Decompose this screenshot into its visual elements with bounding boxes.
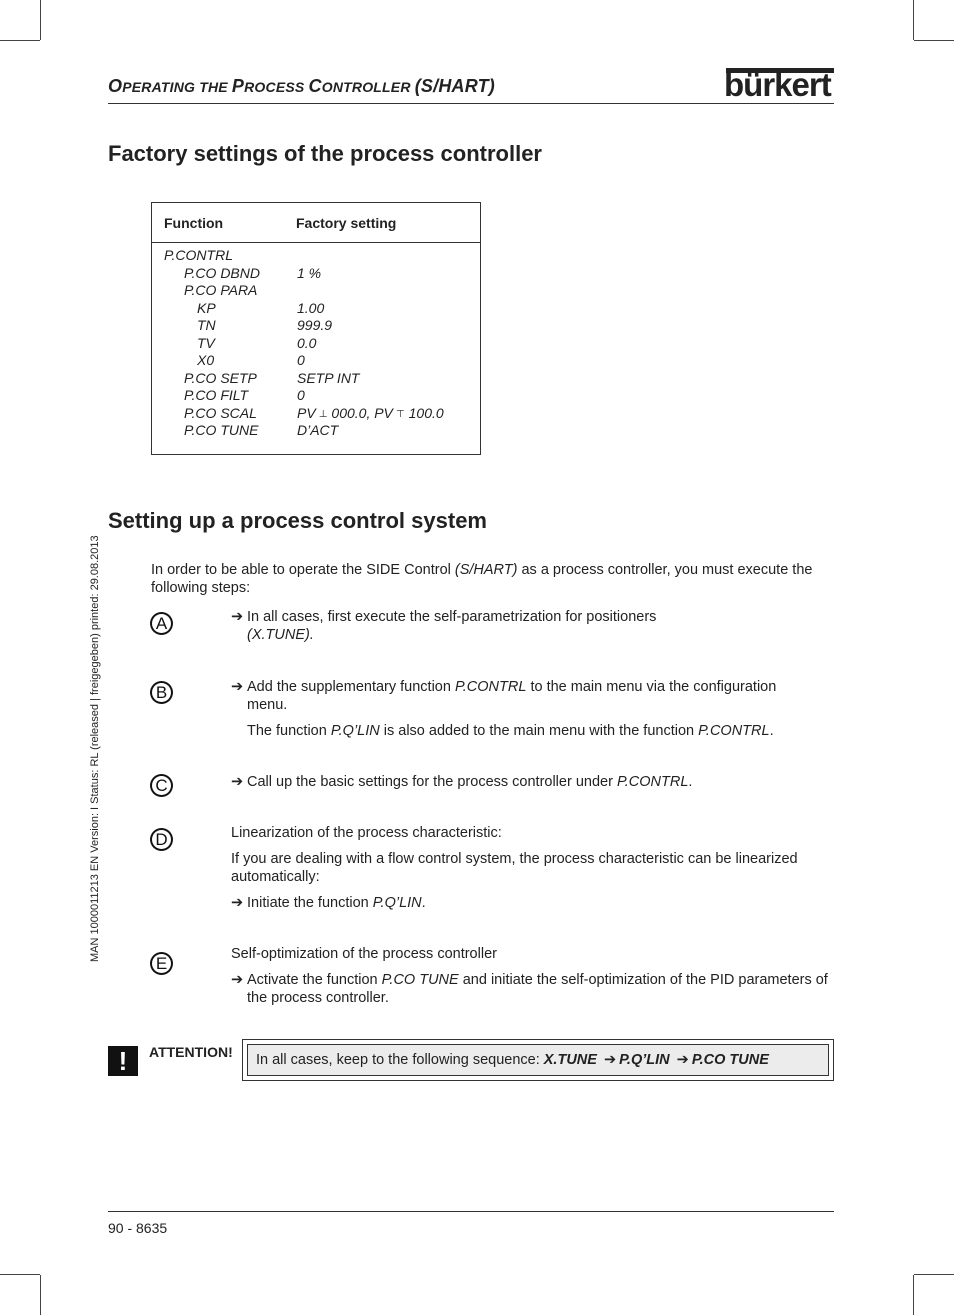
table-cell-function: P.CO PARA	[184, 282, 258, 298]
table-cell-setting: 1.00	[297, 299, 325, 316]
step-letter: D	[152, 830, 171, 849]
header-smallcaps: PERATING THE	[122, 79, 232, 95]
arrow-icon: ➔	[231, 609, 244, 625]
table-row	[152, 265, 480, 283]
step-body: If you are dealing with a flow control system, the process characteristic can be linearized automatically:	[231, 851, 798, 885]
step-text: .	[769, 723, 774, 739]
table-row	[152, 335, 480, 353]
brand-logo: bürkert	[724, 66, 831, 103]
table-cell-function: TV	[197, 334, 215, 351]
attention-box-inner	[247, 1044, 829, 1076]
step-letter: C	[152, 776, 171, 795]
step-italic: P.CO TUNE	[381, 972, 459, 988]
table-cell-setting: 1 %	[297, 264, 322, 281]
step-badge-d	[150, 828, 173, 851]
step-text: The function	[247, 723, 331, 739]
attention-box	[242, 1039, 834, 1081]
step-heading: Self-optimization of the process controller	[231, 946, 497, 962]
sequence-step: P.Q’LIN	[619, 1052, 670, 1068]
step-letter: B	[152, 683, 171, 702]
arrow-icon: ➔	[676, 1052, 689, 1068]
table-row	[152, 370, 480, 388]
crop-mark	[913, 0, 914, 40]
table-row	[152, 300, 480, 318]
step-d-text	[231, 824, 831, 912]
crop-mark	[914, 40, 954, 41]
header-cap: O	[108, 76, 123, 96]
table-cell-setting: D’ACT	[297, 422, 339, 438]
attention-label: ATTENTION!	[149, 1044, 233, 1060]
scale-value: 100.0	[408, 404, 444, 421]
warning-icon: !	[108, 1046, 138, 1076]
header-cap: P	[231, 76, 245, 96]
crop-mark	[40, 0, 41, 40]
scale-symbol: ⊥	[318, 408, 328, 420]
step-text: Activate the function	[247, 972, 382, 988]
header-rule	[108, 103, 834, 104]
table-row	[152, 317, 480, 335]
step-text: to the main menu via the configuration menu.	[247, 679, 777, 713]
step-c-text	[231, 773, 831, 791]
arrow-icon: ➔	[231, 679, 244, 695]
table-cell-function: P.CO SETP	[184, 369, 257, 386]
attention-text	[256, 1052, 769, 1068]
factory-settings-table	[151, 202, 481, 455]
header-title	[108, 76, 495, 97]
step-italic: P.Q’LIN	[330, 723, 380, 739]
step-badge-e	[150, 952, 173, 975]
document-status-text: MAN 1000011213 EN Version: I Status: RL (released | freigegeben) printed: 29.08.2013	[89, 535, 101, 962]
step-heading: Linearization of the process characteristic:	[231, 825, 502, 841]
table-cell-function: P.CO FILT	[184, 387, 249, 403]
step-text: Add the supplementary function	[247, 679, 455, 695]
step-text: .	[688, 774, 693, 790]
table-row	[152, 247, 480, 265]
header-cap: C	[308, 76, 322, 96]
step-text: Call up the basic settings for the process controller under	[247, 774, 617, 790]
step-letter: A	[152, 614, 171, 633]
table-cell-function: X0	[197, 352, 215, 368]
crop-mark	[0, 1274, 40, 1275]
scale-value: 000.0, PV	[331, 404, 393, 421]
step-badge-c	[150, 774, 173, 797]
step-italic: P.CONTRL	[698, 723, 770, 739]
table-row	[152, 405, 480, 423]
column-header-function: Function	[164, 215, 224, 231]
scale-value: PV	[297, 404, 316, 421]
sequence-step: X.TUNE	[543, 1052, 597, 1068]
crop-mark	[40, 1275, 41, 1315]
table-cell-setting	[297, 405, 444, 421]
step-a-text	[231, 608, 831, 644]
header-smallcaps: ROCESS	[244, 79, 309, 95]
header-suffix: (S/HART)	[414, 76, 495, 96]
table-cell-function: P.CO DBND	[184, 264, 260, 281]
step-b-text	[231, 678, 801, 740]
table-row	[152, 352, 480, 370]
page-number: 90 - 8635	[108, 1220, 168, 1236]
step-italic: P.CONTRL	[454, 679, 527, 695]
step-text: .	[421, 895, 426, 911]
step-italic: P.Q’LIN	[372, 895, 422, 911]
header-smallcaps: ONTROLLER	[321, 79, 415, 95]
table-header	[152, 203, 480, 243]
step-text: In all cases, first execute the self-parametrization for positioners	[247, 609, 657, 625]
table-cell-function: P.CO SCAL	[184, 404, 257, 421]
table-row	[152, 422, 480, 440]
table-cell-function: KP	[197, 299, 216, 316]
crop-mark	[913, 1275, 914, 1315]
table-cell-setting: 0.0	[297, 334, 317, 351]
intro-paragraph	[151, 561, 831, 597]
table-cell-setting: 0	[297, 387, 305, 403]
table-body	[152, 247, 480, 440]
arrow-icon: ➔	[231, 972, 244, 988]
arrow-icon: ➔	[231, 895, 244, 911]
table-cell-function: P.CO TUNE	[184, 422, 259, 438]
intro-text: In order to be able to operate the SIDE Control	[151, 562, 455, 578]
step-italic: P.CONTRL	[616, 774, 689, 790]
table-row	[152, 282, 480, 300]
step-e-text	[231, 945, 831, 1007]
intro-text: as a process controller, you must execute the following steps:	[151, 562, 813, 596]
arrow-icon: ➔	[603, 1052, 617, 1068]
table-cell-function: P.CONTRL	[164, 247, 233, 263]
table-cell-setting: 0	[297, 352, 305, 368]
footer-rule	[108, 1211, 834, 1212]
step-badge-a	[150, 612, 173, 635]
step-badge-b	[150, 681, 173, 704]
section-title: Factory settings of the process controller	[108, 141, 542, 166]
step-text: is also added to the main menu with the function	[379, 723, 699, 739]
step-text: and initiate the self-optimization of the PID parameters of the process controller.	[247, 972, 828, 1006]
table-cell-setting: 999.9	[297, 317, 333, 333]
arrow-icon: ➔	[231, 774, 244, 790]
table-row	[152, 387, 480, 405]
section-title: Setting up a process control system	[108, 508, 487, 533]
crop-mark	[914, 1274, 954, 1275]
step-italic: (X.TUNE).	[247, 627, 314, 643]
sequence-step: P.CO TUNE	[691, 1052, 769, 1068]
crop-mark	[0, 40, 40, 41]
scale-symbol: ⊤	[395, 408, 405, 420]
column-header-setting: Factory setting	[296, 215, 397, 231]
table-cell-function: TN	[197, 317, 216, 333]
intro-italic: (S/HART)	[454, 562, 518, 578]
attention-sentence: In all cases, keep to the following sequence:	[256, 1052, 544, 1068]
step-text: Initiate the function	[247, 895, 373, 911]
table-cell-setting: SETP INT	[297, 369, 360, 386]
step-letter: E	[152, 954, 171, 973]
